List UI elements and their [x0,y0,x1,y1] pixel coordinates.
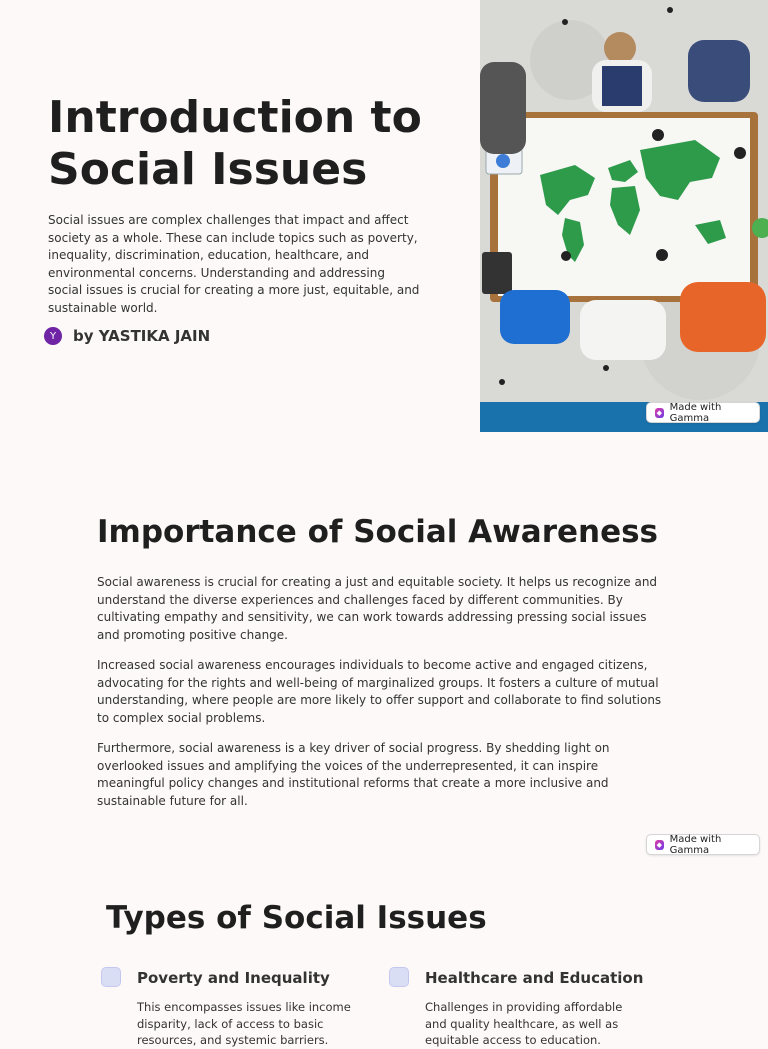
badge-label: Made with Gamma [669,401,722,424]
gamma-logo-icon: ◆ [656,840,662,849]
intro-paragraph: Social issues are complex challenges that impact and affect society as a whole. These can include topics such as poverty, inequality, discrimination, education, healthcare, and environmental concerns. Understanding and addressing social issues is crucial for creating a more just, equitable, and sustainable world. [48,213,420,315]
card-description: This encompasses issues like income disparity, lack of access to basic resources, and systemic barriers. [137,1000,351,1047]
paragraph: Furthermore, social awareness is a key driver of social progress. By shedding light on overlooked issues and amplifying the voices of the underrepresented, it can inspire meaningful policy changes and institutional reforms that create a more inclusive and sustainable future for all. [97,741,610,808]
title-slide [0,0,768,432]
card-title: Poverty and Inequality [137,969,330,987]
gamma-logo-icon: ◆ [656,408,662,417]
awareness-slide [0,432,768,864]
paragraph: Increased social awareness encourages individuals to become active and engaged citizens, advocating for the rights and well-being of marginalized groups. It fosters a culture of mutual understanding, where people are more likely to offer support and collaborate to find solutions to complex social problems. [97,658,662,725]
card-title: Healthcare and Education [425,969,644,987]
world-map-meeting-photo [480,0,768,432]
page-title: Introduction to Social Issues [48,92,422,195]
bullet-icon [389,967,409,987]
types-slide [0,864,768,1047]
author-name: by YASTIKA JAIN [73,327,211,345]
bullet-icon [101,967,121,987]
paragraph: Social awareness is crucial for creating a just and equitable society. It helps us recognize and understand the diverse experiences and challenges faced by different communities. By cultivating empathy and sensitivity, we can work towards addressing pressing social issues and promoting positive change. [97,575,658,642]
section-title: Importance of Social Awareness [97,514,659,550]
section-title: Types of Social Issues [106,900,487,936]
author-byline [44,327,210,345]
made-with-gamma-badge[interactable] [646,402,760,423]
card-description: Challenges in providing affordable and quality healthcare, as well as equitable access to education. [425,1000,623,1047]
made-with-gamma-badge[interactable] [646,834,760,855]
badge-label: Made with Gamma [669,833,722,856]
avatar: Y [44,327,62,345]
